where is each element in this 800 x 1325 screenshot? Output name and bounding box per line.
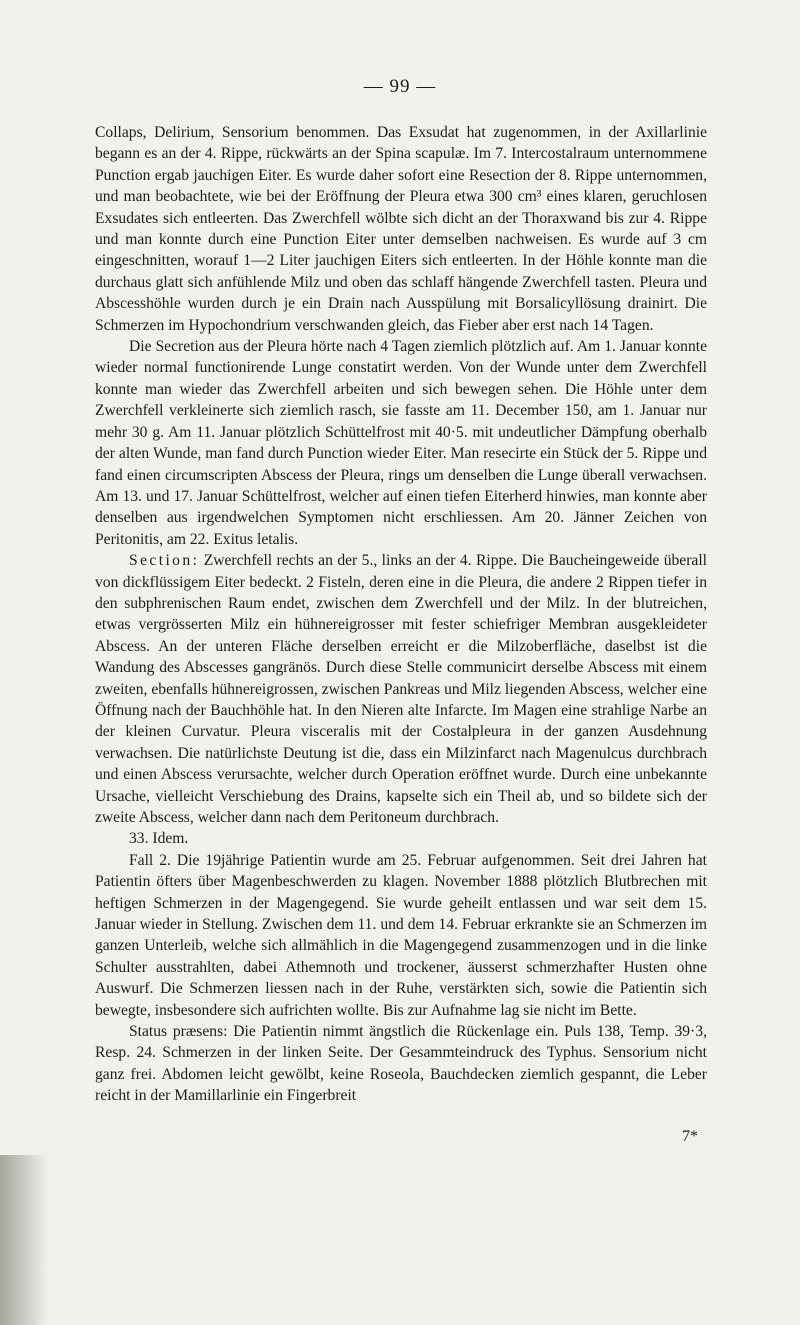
paragraph-section bbox=[95, 550, 707, 828]
section-text: Zwerchfell rechts an der 5., links an der 4. Rippe. Die Baucheingeweide überall von dickflüssigem Eiter bedeckt. 2 Fisteln, deren eine in die Pleura, die andere 2 Rippen tiefer in den subphrenischen Raum endet, zwischen dem Zwerchfell und der Milz. In der blutreichen, etwas vergrösserten Milz ein hühnereigrosser mit fester schiefriger Membran ausgekleideter Abscess. An der unteren Fläche derselben erreicht er die Milzoberfläche, daselbst ist die Wandung des Abscesses gangränös. Durch diese Stelle communicirt derselbe Abscess mit einem zweiten, ebenfalls hühnereigrossen, zwischen Pankreas und Milz liegenden Abscess, welcher eine Öffnung nach der Bauchhöhle hat. In den Nieren alte Infarcte. Im Magen eine strahlige Narbe an der kleinen Curvatur. Pleura visceralis mit der Costalpleura in der ganzen Ausdehnung verwachsen. Die natürlichste Deutung ist die, dass ein Milzinfarct nach Magenulcus durchbrach und einen Abscess verursachte, welcher durch Operation eröffnet wurde. Durch eine unbekannte Ursache, vielleicht Verschiebung des Drains, kapselte sich ein Theil ab, und so bildete sich der zweite Abscess, welcher dann nach dem Peritoneum durchbrach. bbox=[95, 552, 707, 826]
paragraph-2: Die Secretion aus der Pleura hörte nach 4 Tagen ziemlich plötzlich auf. Am 1. Januar konnte wieder normal functionirende Lunge constatirt werden. Von der Wunde unter dem Zwerchfell konnte man wieder das Zwerchfell arbeiten und sich bewegen sehen. Die Höhle unter dem Zwerchfell verkleinerte sich ziemlich rasch, sie fasste am 11. December 150, am 1. Januar nur mehr 30 g. Am 11. Januar plötzlich Schüttelfrost mit 40·5. mit undeutlicher Dämpfung oberhalb der alten Wunde, man fand durch Punction wieder Eiter. Man resecirte ein Stück der 5. Rippe und fand einen circumscripten Abscess der Pleura, rings um denselben die Lunge überall verwachsen. Am 13. und 17. Januar Schüttelfrost, welcher auf einen tiefen Eiterherd hinwies, man konnte aber denselben aus irgendwelchen Symptomen nicht erschliessen. Am 20. Jänner Zeichen von Peritonitis, am 22. Exitus letalis. bbox=[95, 338, 707, 548]
scan-edge-shadow bbox=[0, 1155, 48, 1325]
paragraph-status: Status præsens: Die Patientin nimmt ängstlich die Rückenlage ein. Puls 138, Temp. 39·3, Resp. 24. Schmerzen in der linken Seite. Der Gesammteindruck des Typhus. Sensorium nicht ganz frei. Abdomen leicht gewölbt, keine Roseola, Bauchdecken ziemlich gespannt, die Leber reicht in der Mamillarlinie ein Fingerbreit bbox=[95, 1023, 707, 1105]
paragraph-1: Collaps, Delirium, Sensorium benommen. Das Exsudat hat zugenommen, in der Axillarlinie begann es an der 4. Rippe, rückwärts an der Spina scapulæ. Im 7. Intercostalraum unternommene Punction ergab jauchigen Eiter. Es wurde daher sofort eine Resection der 8. Rippe unternommen, und man beobachtete, wie bei der Eröffnung der Pleura etwa 300 cm³ eines klaren, geruchlosen Exsudates sich entleerten. Das Zwerchfell wölbte sich dicht an der Thoraxwand bis zur 4. Rippe und man konnte durch eine Punction Eiter unter demselben nachweisen. Es wurde auf 3 cm eingeschnitten, worauf 1—2 Liter jauchigen Eiters sich entleerten. In der Höhle konnte man die durchaus glatt sich anfühlende Milz und oben das schlaff hängende Zwerchfell tasten. Pleura und Abscesshöhle wurden durch je ein Drain nach Ausspülung mit Borsalicyllösung drainirt. Die Schmerzen im Hypochondrium verschwanden gleich, das Fieber aber erst nach 14 Tagen. bbox=[95, 124, 707, 334]
section-label: Section: bbox=[129, 552, 200, 570]
page-number: — 99 — bbox=[363, 76, 437, 97]
case-heading: 33. Idem. bbox=[129, 830, 189, 848]
paragraph-case-2: Fall 2. Die 19jährige Patientin wurde am 25. Februar aufgenommen. Seit drei Jahren hat Patientin öfters über Magenbeschwerden zu klagen. November 1888 plötzlich Blutbrechen mit heftigen Schmerzen in der Magengegend. Sie wurde geheilt entlassen und war seit dem 15. Januar wieder in Stellung. Zwischen dem 11. und dem 14. Februar erkrankte sie an Schmerzen im ganzen Unterleib, welche sich allmählich in die Magengegend zusammenzogen und in die linke Schulter ausstrahlten, dabei Athemnoth und trockener, äusserst schmerzhafter Husten ohne Auswurf. Die Schmerzen liessen nach in der Ruhe, verstärkten sich, sowie die Patientin sich bewegte, insbesondere sich aufrichten wollte. Bis zur Aufnahme lag sie nicht im Bette. bbox=[95, 851, 707, 1019]
sheet-signature: 7* bbox=[682, 1128, 698, 1145]
body-text bbox=[95, 122, 707, 1107]
